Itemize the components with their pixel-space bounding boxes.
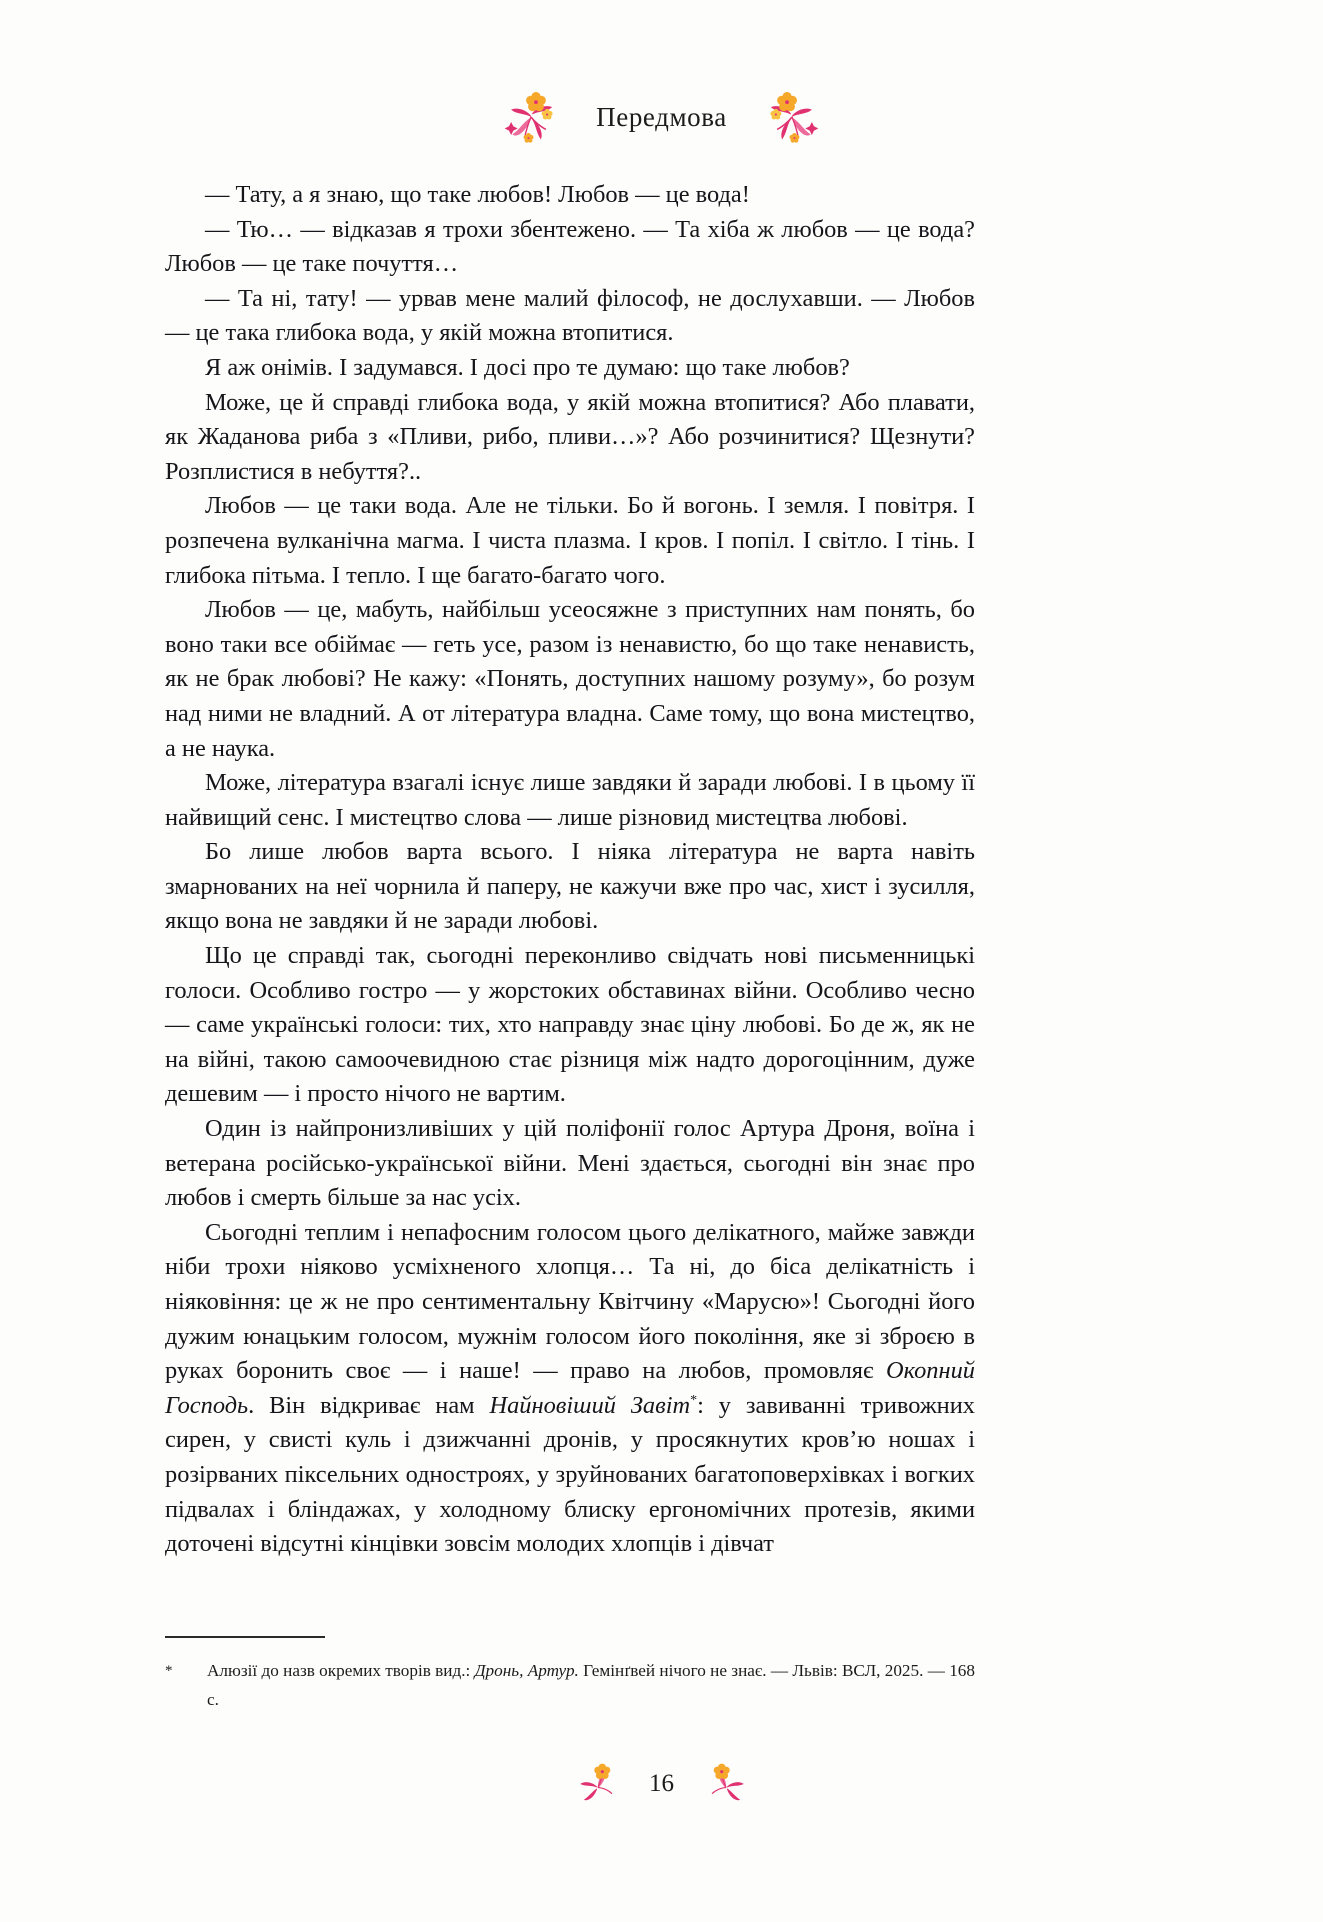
footnote-separator-rule (165, 1636, 325, 1638)
chapter-header (0, 86, 1323, 148)
footnote-marker: * (165, 1662, 173, 1679)
paragraph: Один із найпронизливіших у цій поліфонії голос Артура Дроня, воїна і ветерана російсько-української війни. Мені здається, сьогодні він знає про любов і смерть більше за нас усіх. (165, 1115, 975, 1212)
book-title-okopnyi-hospod: Окопний Господь (165, 1357, 975, 1419)
paragraph-part: : у завиванні тривожних сирен, у свисті куль і дзижчанні дронів, у просякнутих кров’ю ношах і розірваних піксельних одностроях, у зруйнованих багатоповерхівках і вогких підвалах і бліндажах, у холодному блиску ергономічних протезів, якими доточені відсутні кінцівки зовсім молодих хлопців і дівчат (165, 1391, 975, 1558)
paragraph-part: . Він відкриває нам (248, 1391, 490, 1419)
paragraph: Любов — це, мабуть, найбільш усеосяжне з приступних нам понять, бо воно таки все обіймає — геть усе, разом із ненавистю, бо що таке ненависть, як не брак любові? Не кажу: «Понять, доступних нашому розуму», бо розум над ними не владний. А от література владна. Саме тому, що вона мистецтво, а не наука. (165, 596, 975, 762)
paragraph-with-titles (165, 1216, 975, 1562)
page-title: Передмова (596, 101, 727, 132)
paragraph-part: Сьогодні теплим і непафосним голосом цього делікатного, майже завжди ніби трохи ніяково усміхненого хлопця… Та ні, до біса делікатність і ніяковіння: це ж не про сентиментальну Квітчину «Марусю»! Сьогодні його дужим юнацьким голосом, мужнім голосом його покоління, яке зі зброєю в руках боронить своє — і наше! — право на любов, промовляє (165, 1218, 975, 1385)
footnote-block (165, 1636, 975, 1714)
page-number: 16 (649, 1770, 674, 1797)
paragraph: — Тю… — відказав я трохи збентежено. — Та хіба ж любов — це вода? Любов — це таке почуття… (165, 215, 975, 278)
body-text-column (165, 178, 975, 1562)
footnote-item (165, 1656, 975, 1714)
paragraph: Любов — це таки вода. Але не тільки. Бо й вогонь. І земля. І повітря. І розпечена вулканічна магма. І чиста плазма. І кров. І попіл. І світло. І тінь. І глибока пітьма. І тепло. І ще багато-багато чого. (165, 492, 975, 589)
footer-floral-ornament-right-icon (705, 1762, 749, 1806)
floral-ornament-right-icon (761, 86, 823, 148)
paragraph: Може, це й справді глибока вода, у якій можна втопитися? Або плавати, як Жаданова риба з «Пливи, рибо, пливи…»? Або розчинитися? Щезнути? Розплистися в небуття?.. (165, 388, 975, 485)
footnote-author: Дронь, Артур. (474, 1660, 579, 1680)
book-title-nainovishyi-zavit: Найновіший Завіт (489, 1391, 691, 1419)
paragraph: Може, література взагалі існує лише завдяки й заради любові. І в цьому її найвищий сенс. І мистецтво слова — лише різновид мистецтва любові. (165, 769, 975, 831)
paragraph: — Тату, а я знаю, що таке любов! Любов — це вода! (205, 181, 750, 208)
paragraph: Я аж онімів. І задумався. І досі про те думаю: що таке любов? (205, 353, 850, 381)
footer-floral-ornament-left-icon (575, 1762, 619, 1806)
footnote-reference[interactable]: * (690, 1392, 698, 1408)
floral-ornament-left-icon (500, 86, 562, 148)
page-footer (0, 1762, 1323, 1806)
paragraph: Що це справді так, сьогодні переконливо свідчать нові письменницькі голоси. Особливо гостро — у жорстоких обставинах війни. Особливо чесно — саме українські голоси: тих, хто направду знає ціну любові. Бо де ж, як не на війні, такою самоочевидною стає різниця між надто дорогоцінним, дуже дешевим — і просто нічого не вартим. (165, 942, 975, 1108)
footnote-text (207, 1656, 975, 1714)
footnote-part: Алюзії до назв окремих творів вид.: (207, 1660, 475, 1680)
paragraph: Бо лише любов варта всього. І ніяка література не варта навіть змарнованих на неї чорнила й паперу, не кажучи вже про час, хист і зусилля, якщо вона не завдяки й не заради любові. (165, 838, 975, 935)
paragraph: — Та ні, тату! — урвав мене малий філософ, не дослухавши. — Любов — це така глибока вода, у якій можна втопитися. (165, 284, 975, 347)
footnote-part: Гемінґвей нічого не знає. — Львів: ВСЛ, 2025. — 168 с. (207, 1660, 975, 1709)
